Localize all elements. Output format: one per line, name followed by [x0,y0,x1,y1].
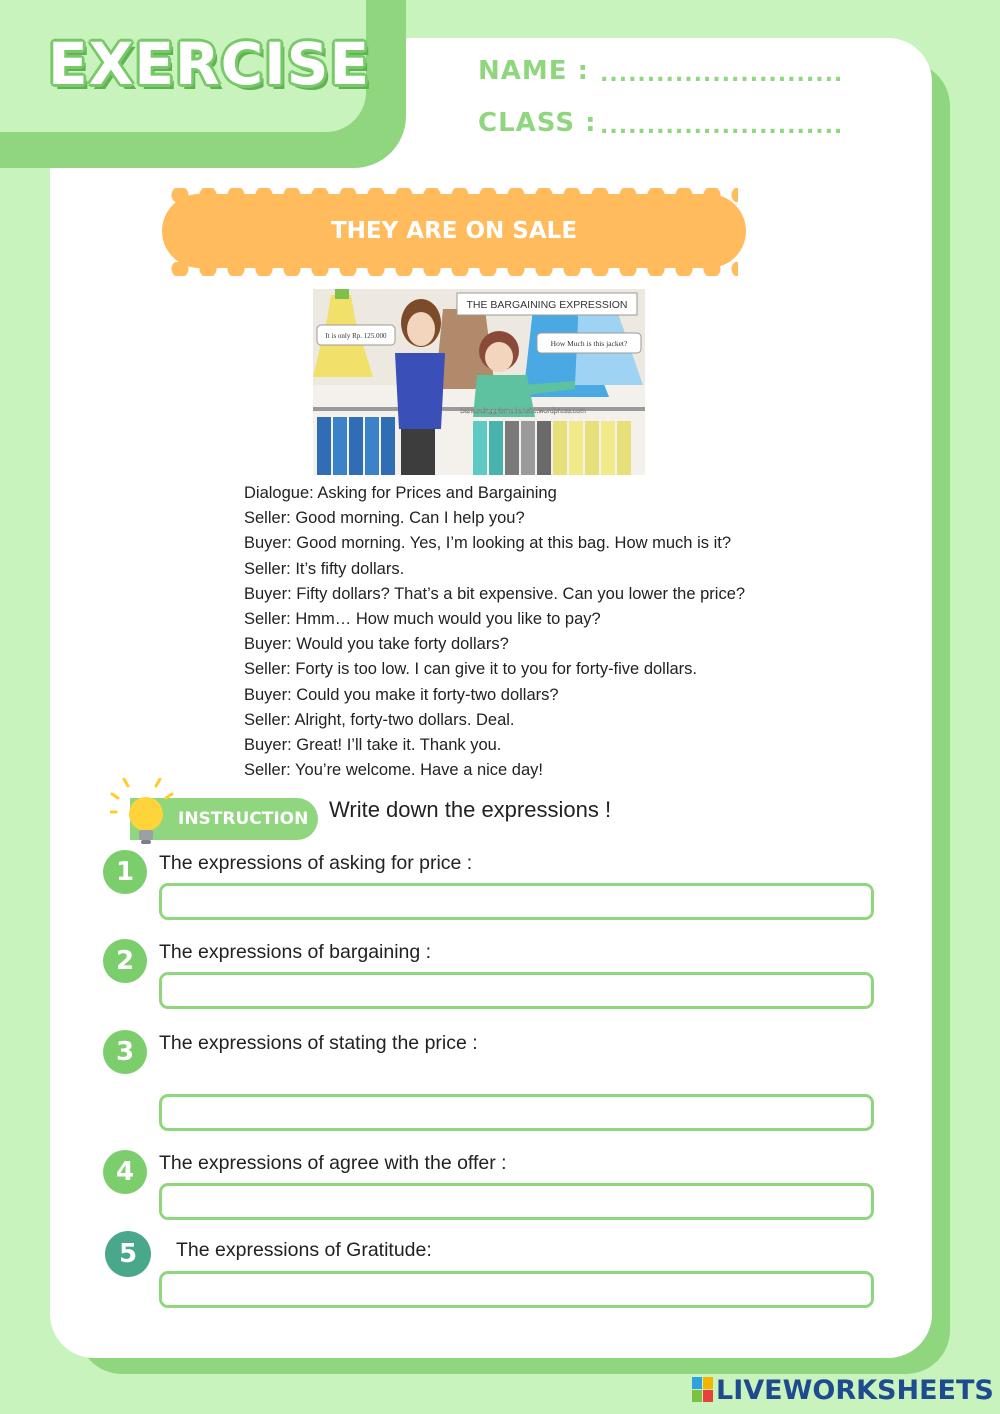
dialogue-line: Seller: Hmm… How much would you like to pay? [244,610,601,629]
question-1-text: The expressions of asking for price : [159,852,473,874]
title-banner [162,194,746,268]
question-number-1: 1 [103,850,147,894]
lightbulb-icon [110,778,174,848]
dialogue-line: Buyer: Fifty dollars? That’s a bit expensive. Can you lower the price? [244,584,746,603]
dialogue-line: Buyer: Could you make it forty-two dollars? [244,685,559,704]
dialogue-line: Dialogue: Asking for Prices and Bargaining [244,484,557,502]
dialogue-line: Seller: Alright, forty-two dollars. Deal. [244,710,515,729]
question-5-text: The expressions of Gratitude: [176,1239,432,1261]
question-3-text: The expressions of stating the price : [159,1032,478,1054]
dialogue-line: Seller: It’s fifty dollars. [244,559,405,578]
answer-field-2[interactable] [159,972,874,1009]
question-4-text: The expressions of agree with the offer : [159,1152,507,1174]
illustration-heading: THE BARGAINING EXPRESSION [466,299,628,311]
liveworksheets-brand: LIVEWORKSHEETS [716,1374,994,1406]
bargaining-illustration [313,289,645,475]
class-label: CLASS : [478,108,597,138]
class-field[interactable]: .......................... [600,114,844,139]
answer-field-5[interactable] [159,1271,874,1308]
dialogue-line: Seller: Good morning. Can I help you? [244,509,525,528]
exercise-title: EXERCISE [48,30,371,98]
answer-field-3[interactable] [159,1094,874,1131]
question-number-4: 4 [103,1150,147,1194]
seller-bubble: It is only Rp. 125.000 [325,332,387,340]
dialogue-line: Seller: Forty is too low. I can give it to you for forty-five dollars. [244,660,698,679]
instruction-text: Write down the expressions ! [329,797,612,822]
answer-field-4[interactable] [159,1183,874,1220]
dialogue-line: Buyer: Great! I’ll take it. Thank you. [244,736,502,755]
banner-title: THEY ARE ON SALE [330,218,578,244]
liveworksheets-logo [692,1374,994,1406]
illustration-watermark: Bahasainggrismudahsite.wordpress.com [459,408,587,415]
dialogue-line: Seller: You’re welcome. Have a nice day! [244,761,543,780]
liveworksheets-mark-icon [692,1377,714,1403]
question-number-3: 3 [103,1030,147,1074]
dialogue [244,481,884,783]
instruction-label: INSTRUCTION [178,809,309,829]
dialogue-line: Buyer: Good morning. Yes, I’m looking at this bag. How much is it? [244,534,731,553]
question-2-text: The expressions of bargaining : [159,941,432,963]
name-label: NAME : [478,56,589,86]
question-number-2: 2 [103,939,147,983]
buyer-bubble: How Much is this jacket? [550,339,628,348]
question-number-5: 5 [105,1231,151,1277]
dialogue-line: Buyer: Would you take forty dollars? [244,635,509,654]
answer-field-1[interactable] [159,883,874,920]
name-field[interactable]: .......................... [600,62,844,87]
